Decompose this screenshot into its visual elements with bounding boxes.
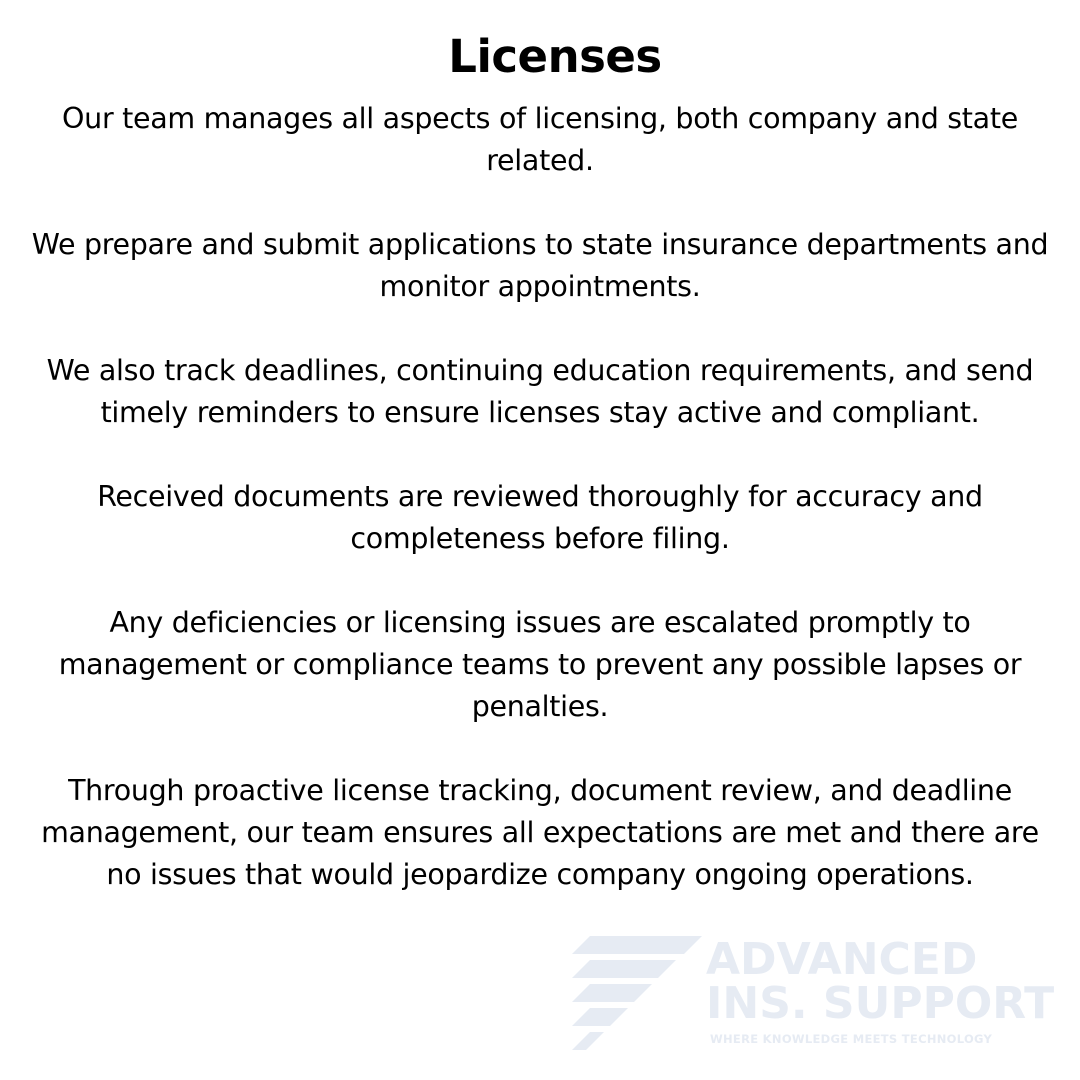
watermark-tagline: WHERE KNOWLEDGE MEETS TECHNOLOGY: [710, 1032, 993, 1046]
company-watermark: [572, 934, 1055, 1051]
body-text: [20, 98, 1060, 938]
paragraph-escalation: Any deficiencies or licensing issues are escalated promptly to management or compliance teams to prevent any possible lapses or penalties.: [58, 606, 1022, 723]
paragraph-summary: Through proactive license tracking, document review, and deadline management, our team ensures all expectations are met and there are no issues that would jeopardize company ongoing operations.: [41, 774, 1039, 891]
watermark-line-1: ADVANCED: [706, 934, 978, 985]
paragraph-applications: We prepare and submit applications to state insurance departments and monitor appointments.: [31, 228, 1049, 303]
stripes-logo-icon: [572, 936, 702, 1051]
paragraph-deadlines: We also track deadlines, continuing education requirements, and send timely reminders to ensure licenses stay active and compliant.: [46, 354, 1034, 429]
paragraph-licensing-overview: Our team manages all aspects of licensing, both company and state related.: [62, 102, 1018, 177]
paragraph-document-review: Received documents are reviewed thoroughly for accuracy and completeness before filing.: [97, 480, 983, 555]
page-title: Licenses: [448, 30, 662, 83]
watermark-line-2: INS. SUPPORT: [706, 978, 1055, 1029]
